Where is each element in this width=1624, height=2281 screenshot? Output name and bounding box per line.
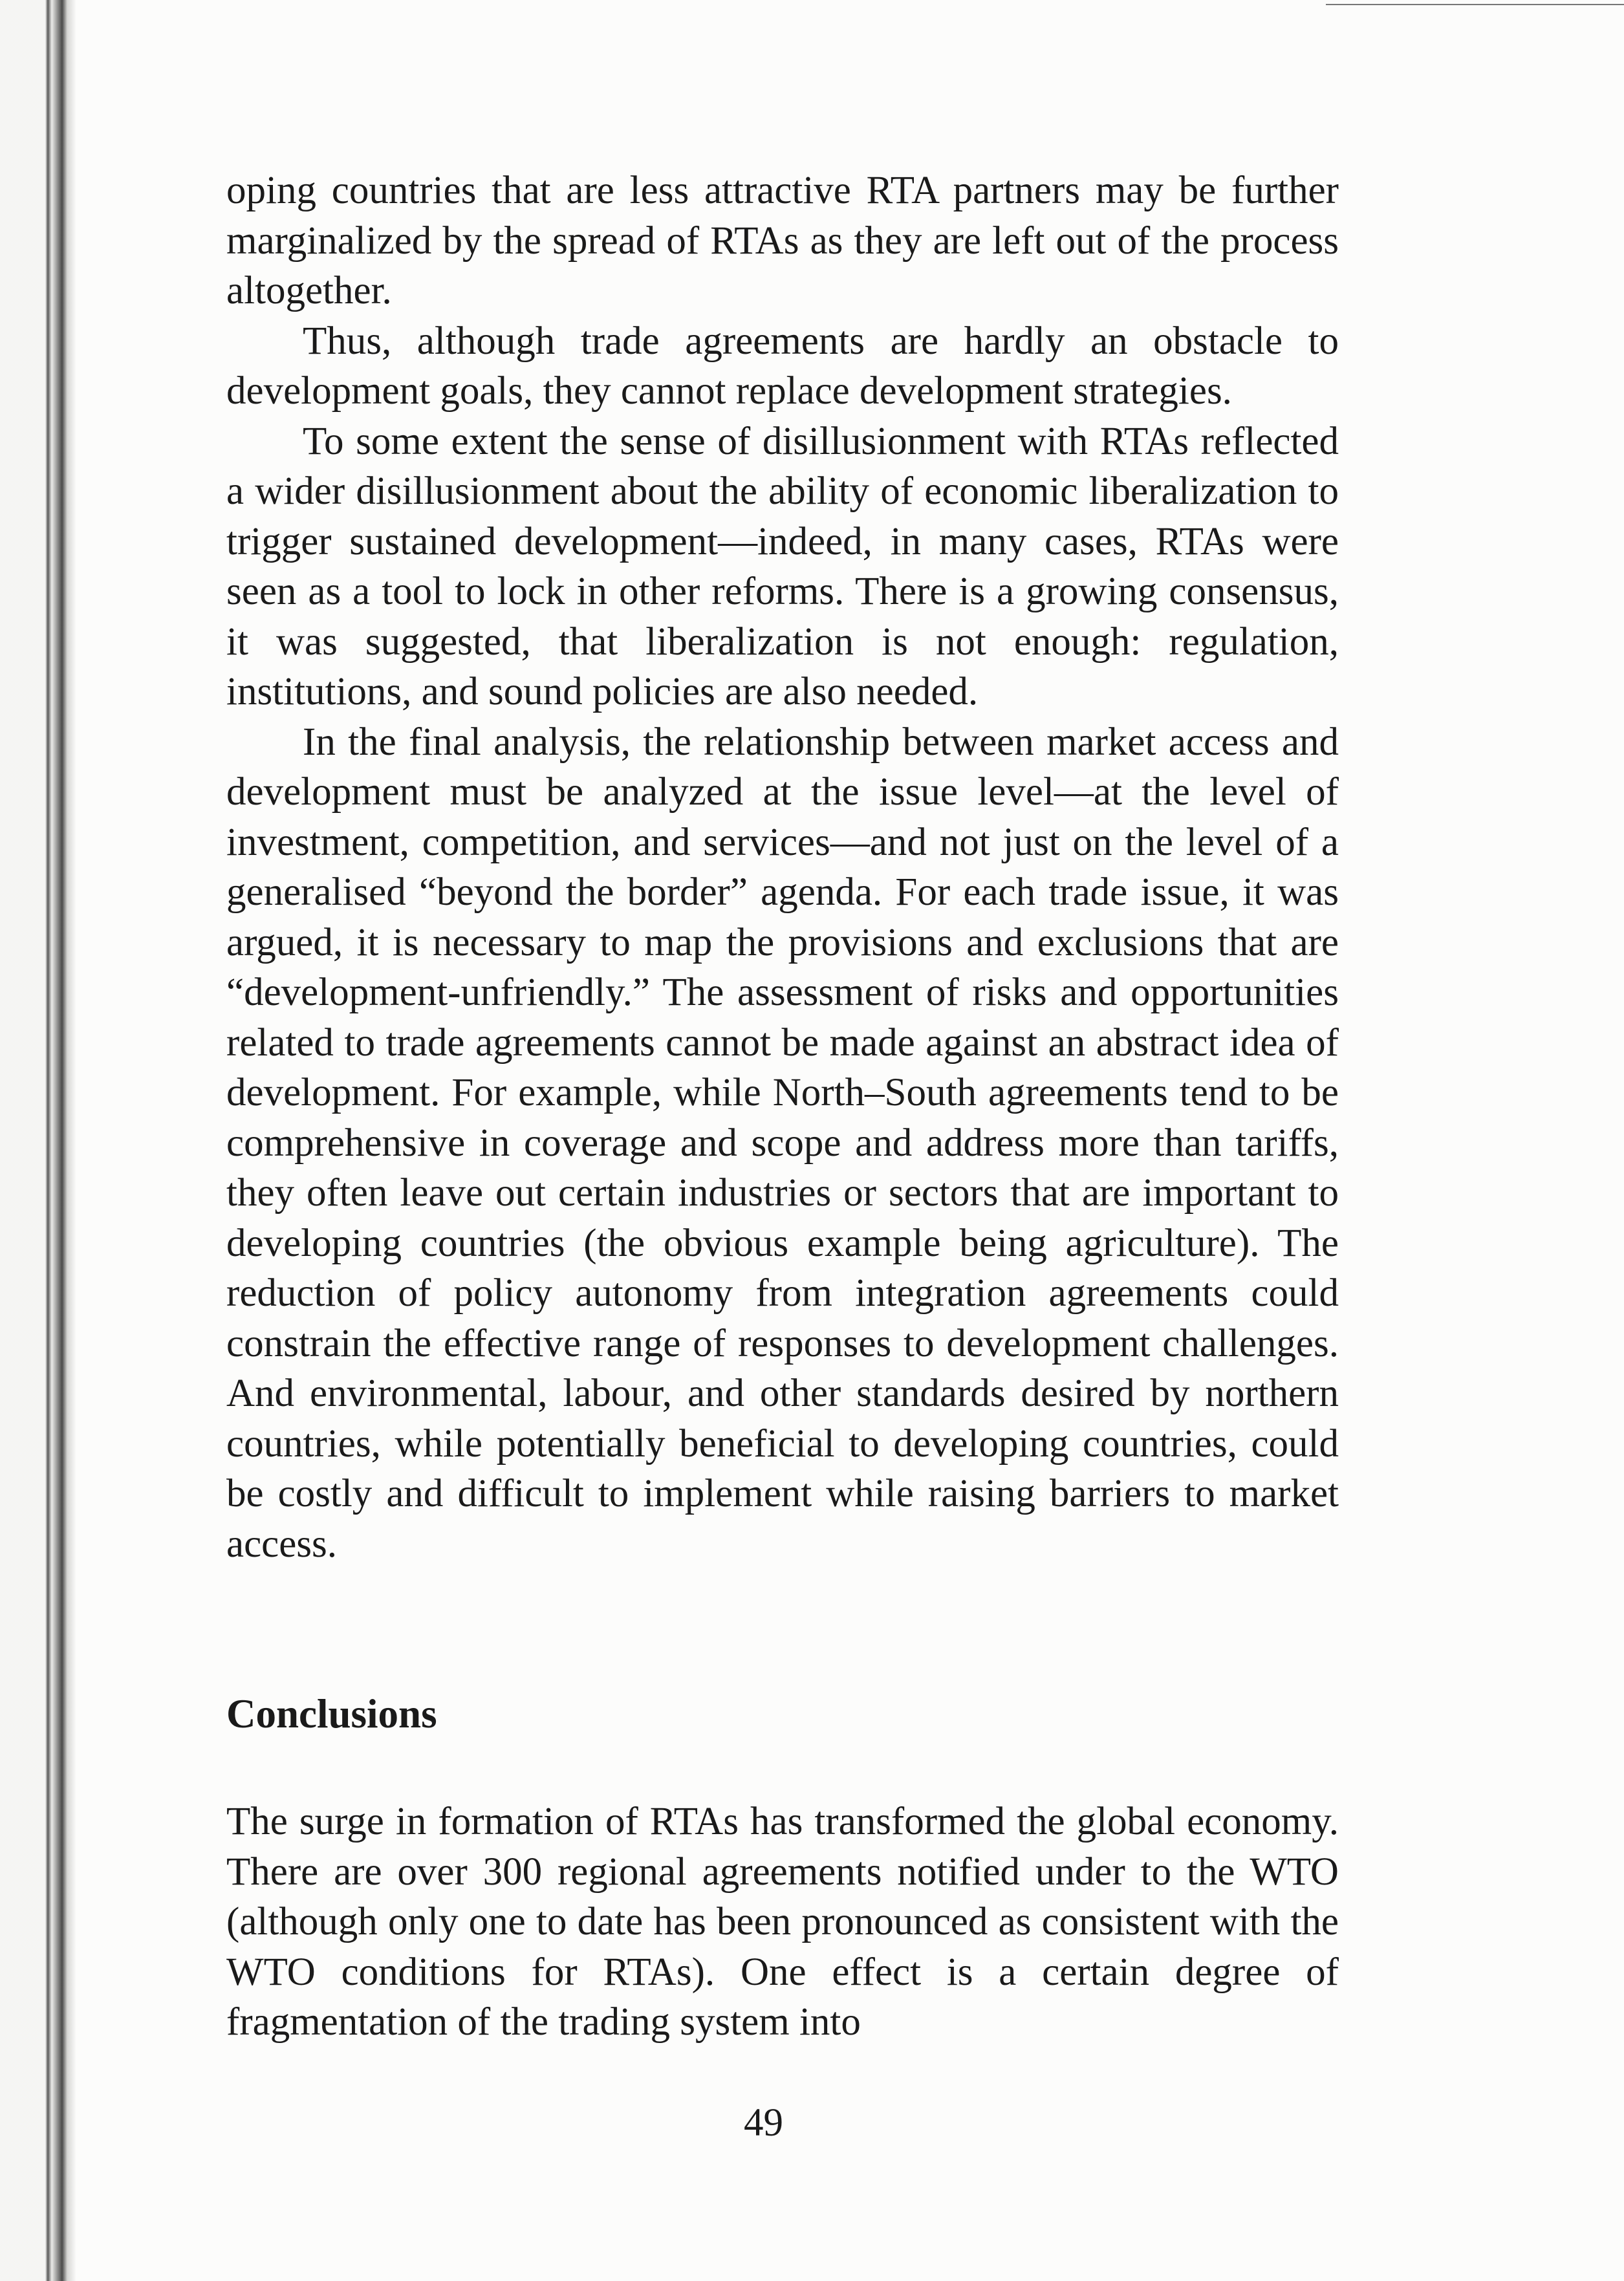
- paragraph-4: In the final analysis, the relationship between market access and development must be analyzed at the issue level—at the level of investment, competition, and services—and not just on the level of a generalised “beyond the border” agenda. For each trade issue, it was argued, it is necessary to map the provisions and exclusions that are “development-unfriendly.” The assessment of risks and opportunities related to trade agreements cannot be made against an abstract idea of development. For example, while North–South agreements tend to be comprehensive in coverage and scope and address more than tariffs, they often leave out certain industries or sectors that are important to developing countries (the obvious example being agriculture). The reduction of policy autonomy from integration agreements could constrain the effective range of responses to development challenges. And environmental, labour, and other standards desired by northern countries, while potentially beneficial to developing countries, could be costly and difficult to implement while raising barriers to market access.: [226, 720, 1339, 1566]
- page-number: 49: [744, 2101, 783, 2145]
- paragraph-1: oping countries that are less attractive RTA partners may be further marginalized by the spread of RTAs as they are left out of the process altogether.: [226, 169, 1339, 312]
- conclusion-paragraph: The surge in formation of RTAs has transformed the global economy. There are over 300 regional agreements notified under to the WTO (although only one to date has been pronounced as consistent with the WTO conditions for RTAs). One effect is a certain degree of fragmentation of the trading system into: [226, 1800, 1339, 2044]
- paragraph-2: Thus, although trade agreements are hardly an obstacle to development goals, they cannot replace development strategies.: [226, 319, 1339, 413]
- body-text: [226, 166, 1339, 1569]
- scan-edge-line: [1326, 4, 1624, 5]
- paragraph-3: To some extent the sense of disillusionment with RTAs reflected a wider disillusionment about the ability of economic liberalization to trigger sustained development—indeed, in many cases, RTAs were seen as a tool to lock in other reforms. There is a growing consensus, it was suggested, that liberalization is not enough: regulation, institutions, and sound policies are also needed.: [226, 419, 1339, 713]
- section-heading: Conclusions: [226, 1691, 437, 1736]
- book-spine-shadow: [0, 0, 76, 2281]
